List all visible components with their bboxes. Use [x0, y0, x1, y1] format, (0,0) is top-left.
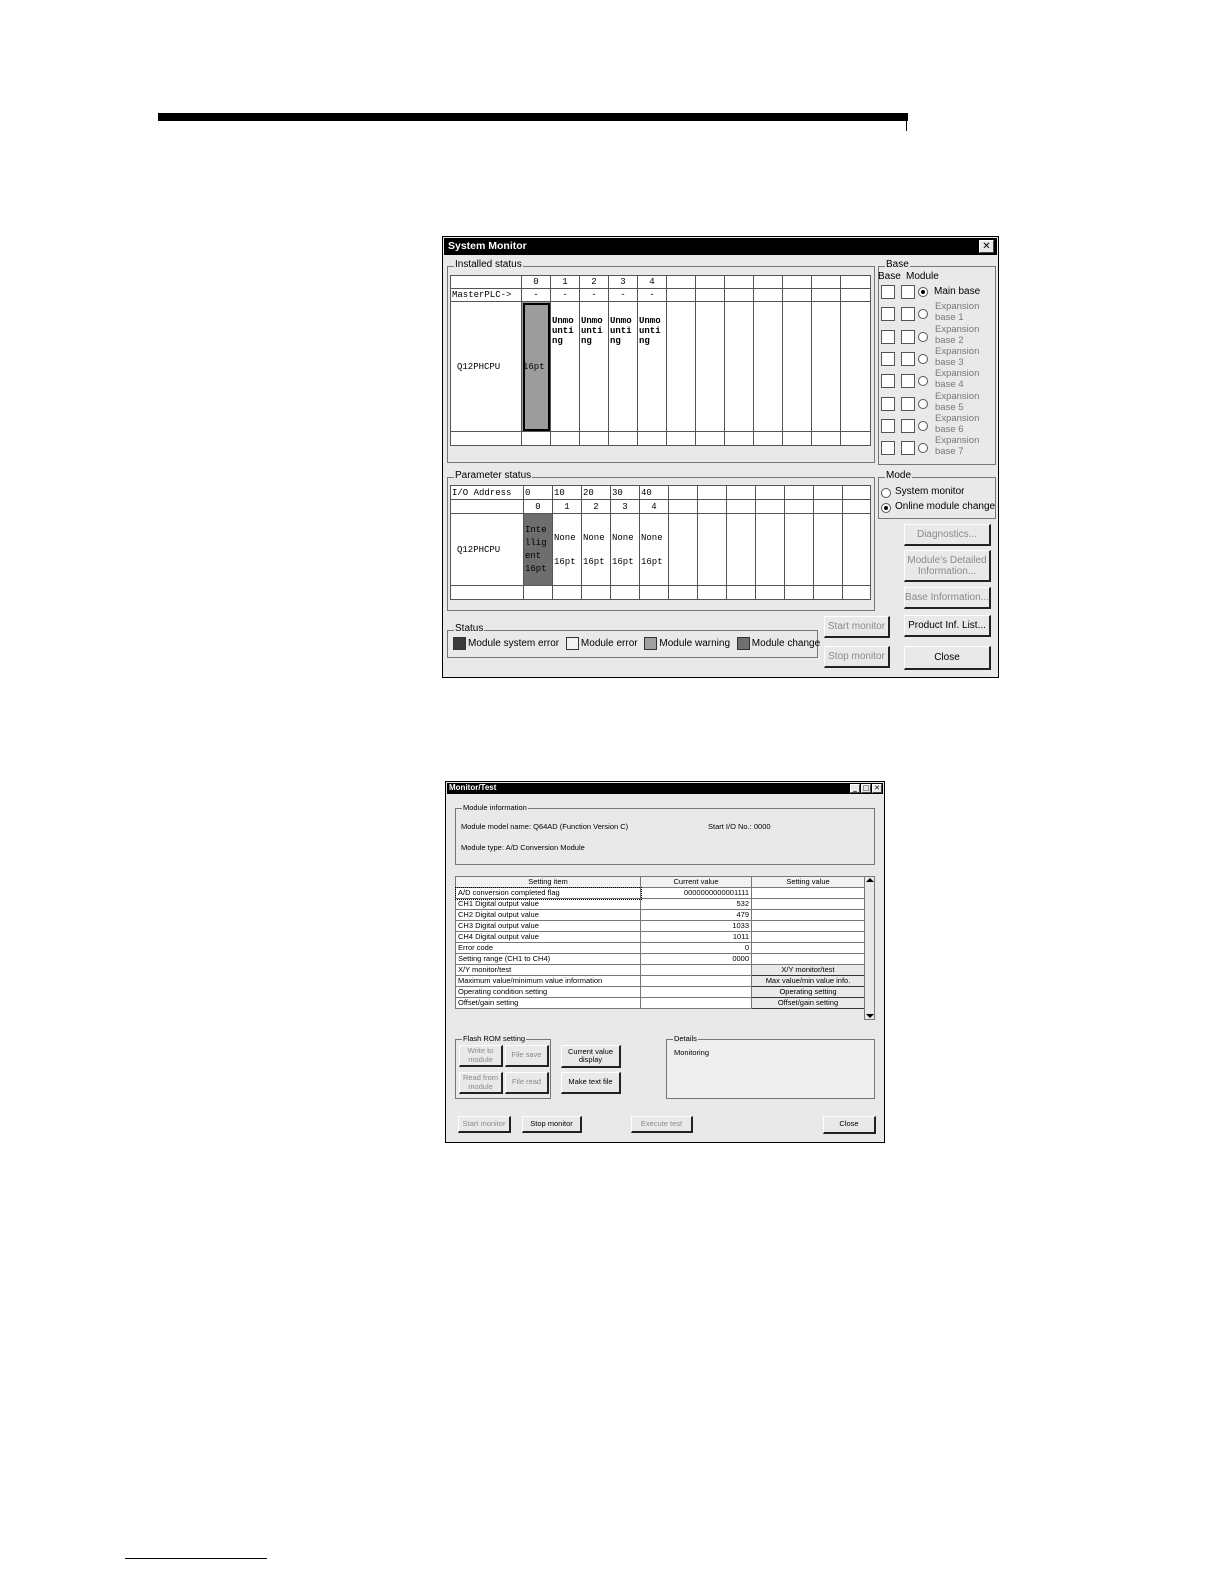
write-to-module-button[interactable]: Write to module — [459, 1045, 503, 1067]
monitor-test-window — [445, 781, 885, 1143]
status-legend-item: Module warning — [659, 638, 731, 650]
current-value-cell: 532 — [641, 899, 752, 910]
current-value-cell: 1033 — [641, 921, 752, 932]
param-slot-header: 0 — [524, 500, 553, 514]
base-checkbox[interactable] — [881, 285, 895, 299]
module-checkbox[interactable] — [901, 352, 915, 366]
installed-module-slot[interactable]: 16pt — [522, 302, 551, 432]
base-group-label: Base — [886, 259, 909, 270]
status-legend-item: Module change — [751, 638, 821, 650]
module-warning-swatch — [644, 637, 657, 650]
base-select-label: Main base — [934, 286, 981, 297]
parameter-module-slot[interactable]: None 16pt — [611, 514, 640, 586]
base-select-label: Expansion base 1 — [935, 301, 980, 324]
setting-value-cell — [752, 888, 865, 899]
table-row[interactable] — [456, 998, 865, 1009]
parameter-module-slot[interactable]: Inte llig ent 16pt — [524, 514, 553, 586]
inst-slot-header: 1 — [551, 276, 580, 289]
setting-value-cell — [752, 910, 865, 921]
setting-item-header: Setting item — [456, 877, 641, 888]
param-slot-header: 3 — [611, 500, 640, 514]
status-legend-item: Module error — [580, 638, 638, 650]
table-row[interactable] — [456, 987, 865, 998]
current-value-cell — [641, 976, 752, 987]
monitor-table — [455, 876, 865, 1009]
base-checkbox[interactable] — [881, 330, 895, 344]
io-address-value: 0 — [524, 486, 553, 500]
installed-module-slot[interactable]: Unmo unti ng — [609, 302, 638, 432]
parameter-module-slot[interactable]: None 16pt — [640, 514, 669, 586]
system-monitor-title: System Monitor — [448, 240, 527, 252]
details-text: Monitoring — [674, 1048, 710, 1057]
parameter-module-slot[interactable]: None 16pt — [582, 514, 611, 586]
current-value-cell — [641, 998, 752, 1009]
system-monitor-titlebar — [444, 238, 997, 255]
table-row[interactable] — [456, 965, 865, 976]
io-address-value: 30 — [611, 486, 640, 500]
installed-cpu-name: Q12PHCPU — [451, 302, 522, 432]
maximize-icon[interactable]: □ — [862, 784, 870, 792]
diagnostics-button[interactable]: Diagnostics... — [904, 524, 991, 546]
module-checkbox[interactable] — [901, 419, 915, 433]
flash-rom-setting-label: Flash ROM setting — [463, 1034, 526, 1043]
setting-value-cell — [752, 943, 865, 954]
module-column-header: Module — [906, 271, 939, 282]
close-button[interactable]: Close — [823, 1116, 876, 1134]
setting-value-button[interactable]: Offset/gain setting — [752, 998, 865, 1009]
monitor-test-title: Monitor/Test — [449, 783, 497, 792]
current-value-cell — [641, 987, 752, 998]
inst-slot-header: 2 — [580, 276, 609, 289]
io-address-label: I/O Address — [451, 486, 524, 500]
start-monitor-button[interactable]: Start monitor — [458, 1116, 511, 1133]
table-scrollbar[interactable] — [864, 876, 875, 1020]
base-checkbox[interactable] — [881, 374, 895, 388]
module-type: Module type: A/D Conversion Module — [461, 843, 585, 852]
base-checkbox[interactable] — [881, 419, 895, 433]
setting-value-cell — [752, 899, 865, 910]
system-monitor-radio[interactable] — [881, 488, 891, 498]
base-select-radio[interactable] — [918, 399, 928, 409]
setting-value-button[interactable]: X/Y monitor/test — [752, 965, 865, 976]
table-row[interactable] — [456, 921, 865, 932]
scroll-down-icon[interactable] — [866, 1014, 874, 1018]
base-select-label: Expansion base 7 — [935, 435, 980, 458]
table-row[interactable] — [456, 976, 865, 987]
system-monitor-radio-label: System monitor — [895, 486, 965, 497]
make-text-file-button[interactable]: Make text file — [561, 1072, 621, 1094]
setting-item-cell: X/Y monitor/test — [456, 965, 641, 976]
param-slot-header: 4 — [640, 500, 669, 514]
base-select-radio[interactable] — [918, 421, 928, 431]
parameter-status-label: Parameter status — [455, 470, 532, 481]
module-system-error-swatch — [453, 637, 466, 650]
installed-module-slot[interactable]: Unmo unti ng — [580, 302, 609, 432]
read-from-module-button[interactable]: Read from module — [459, 1072, 503, 1094]
installed-module-slot[interactable]: Unmo unti ng — [551, 302, 580, 432]
close-button[interactable]: Close — [904, 646, 991, 670]
base-select-radio[interactable] — [918, 376, 928, 386]
base-checkbox[interactable] — [881, 441, 895, 455]
module-checkbox[interactable] — [901, 285, 915, 299]
setting-value-cell — [752, 932, 865, 943]
table-row[interactable] — [456, 899, 865, 910]
setting-value-cell — [752, 954, 865, 965]
base-select-radio[interactable] — [918, 354, 928, 364]
details-label: Details — [674, 1034, 697, 1043]
module-checkbox[interactable] — [901, 307, 915, 321]
setting-item-cell: Offset/gain setting — [456, 998, 641, 1009]
inst-slot-header: 3 — [609, 276, 638, 289]
table-row[interactable] — [456, 888, 865, 899]
status-legend-item: Module system error — [468, 638, 560, 650]
current-value-cell: 479 — [641, 910, 752, 921]
setting-value-button[interactable]: Max value/min value info. — [752, 976, 865, 987]
setting-value-cell — [752, 921, 865, 932]
module-error-swatch — [566, 637, 579, 650]
file-save-button[interactable]: File save — [505, 1045, 549, 1067]
online-module-change-radio-label: Online module change — [895, 501, 996, 512]
module-information-label: Module information — [463, 803, 527, 812]
current-value-cell: 0000 — [641, 954, 752, 965]
scroll-up-icon[interactable] — [866, 878, 874, 882]
start-monitor-button[interactable]: Start monitor — [824, 616, 890, 638]
base-checkbox[interactable] — [881, 397, 895, 411]
master-value: - — [609, 289, 638, 302]
io-address-value: 40 — [640, 486, 669, 500]
table-row[interactable] — [456, 954, 865, 965]
master-value: - — [522, 289, 551, 302]
base-select-label: Expansion base 6 — [935, 412, 980, 435]
io-address-value: 10 — [553, 486, 582, 500]
base-checkbox[interactable] — [881, 352, 895, 366]
module-change-swatch — [737, 637, 750, 650]
current-value-display-button[interactable]: Current value display — [561, 1045, 621, 1068]
minimize-icon[interactable]: _ — [850, 784, 860, 793]
param-slot-header: 2 — [582, 500, 611, 514]
base-information-button[interactable]: Base Information... — [904, 587, 991, 609]
master-plc-label: MasterPLC-> — [451, 289, 522, 302]
setting-item-cell: Error code — [456, 943, 641, 954]
footer-rule — [125, 1558, 267, 1559]
monitor-test-titlebar — [447, 783, 883, 794]
current-value-header: Current value — [641, 877, 752, 888]
master-value: - — [638, 289, 667, 302]
module-checkbox[interactable] — [901, 441, 915, 455]
header-rule — [158, 113, 908, 121]
module-detailed-information-button[interactable]: Module's Detailed Information... — [904, 550, 991, 582]
setting-item-cell: CH4 Digital output value — [456, 932, 641, 943]
setting-item-cell: CH3 Digital output value — [456, 921, 641, 932]
installed-module-slot[interactable]: Unmo unti ng — [638, 302, 667, 432]
installed-status-label: Installed status — [455, 259, 522, 270]
mode-group-label: Mode — [886, 470, 912, 481]
base-select-label: Expansion base 3 — [935, 345, 980, 368]
module-information-group — [455, 803, 875, 865]
start-io-number: Start I/O No.: 0000 — [708, 822, 771, 831]
product-inf-list-button[interactable]: Product Inf. List... — [904, 615, 991, 637]
base-select-radio[interactable] — [918, 309, 928, 319]
module-checkbox[interactable] — [901, 330, 915, 344]
setting-item-cell: Maximum value/minimum value information — [456, 976, 641, 987]
setting-item-cell: Operating condition setting — [456, 987, 641, 998]
base-row — [881, 435, 993, 460]
base-select-label: Expansion base 4 — [935, 368, 980, 391]
header-rule-tick — [906, 121, 907, 131]
status-legend — [453, 637, 820, 650]
base-select-radio[interactable] — [918, 287, 928, 297]
parameter-module-slot[interactable]: None 16pt — [553, 514, 582, 586]
setting-item-cell: CH1 Digital output value — [456, 899, 641, 910]
setting-item-cell: CH2 Digital output value — [456, 910, 641, 921]
current-value-cell — [641, 965, 752, 976]
master-value: - — [580, 289, 609, 302]
installed-status-table — [450, 275, 871, 446]
table-row[interactable] — [456, 932, 865, 943]
table-row[interactable] — [456, 910, 865, 921]
mode-group — [878, 470, 996, 519]
current-value-cell: 1011 — [641, 932, 752, 943]
execute-test-button[interactable]: Execute test — [631, 1116, 693, 1133]
parameter-status-table — [450, 485, 871, 600]
base-select-radio[interactable] — [918, 332, 928, 342]
base-checkbox[interactable] — [881, 307, 895, 321]
param-slot-header: 1 — [553, 500, 582, 514]
io-address-value: 20 — [582, 486, 611, 500]
master-value: - — [551, 289, 580, 302]
stop-monitor-button[interactable]: Stop monitor — [824, 646, 890, 668]
base-column-header: Base — [878, 271, 901, 282]
base-select-label: Expansion base 2 — [935, 323, 980, 346]
setting-value-header: Setting value — [752, 877, 865, 888]
status-group-label: Status — [455, 623, 484, 634]
setting-value-button[interactable]: Operating setting — [752, 987, 865, 998]
current-value-cell: 0000000000001111 — [641, 888, 752, 899]
current-value-cell: 0 — [641, 943, 752, 954]
close-icon[interactable]: ✕ — [872, 784, 882, 793]
module-model-name: Module model name: Q64AD (Function Version C) — [461, 822, 629, 831]
system-monitor-window — [442, 236, 999, 678]
module-checkbox[interactable] — [901, 397, 915, 411]
table-row[interactable] — [456, 943, 865, 954]
online-module-change-radio[interactable] — [881, 503, 891, 513]
parameter-cpu-name: Q12PHCPU — [451, 514, 524, 586]
setting-item-cell: Setting range (CH1 to CH4) — [456, 954, 641, 965]
setting-item-cell: A/D conversion completed flag — [456, 888, 641, 899]
stop-monitor-button[interactable]: Stop monitor — [522, 1116, 582, 1133]
file-read-button[interactable]: File read — [505, 1072, 549, 1094]
base-select-radio[interactable] — [918, 443, 928, 453]
close-icon[interactable]: ✕ — [979, 240, 994, 253]
inst-slot-header: 0 — [522, 276, 551, 289]
base-select-label: Expansion base 5 — [935, 390, 980, 413]
module-checkbox[interactable] — [901, 374, 915, 388]
inst-slot-header: 4 — [638, 276, 667, 289]
